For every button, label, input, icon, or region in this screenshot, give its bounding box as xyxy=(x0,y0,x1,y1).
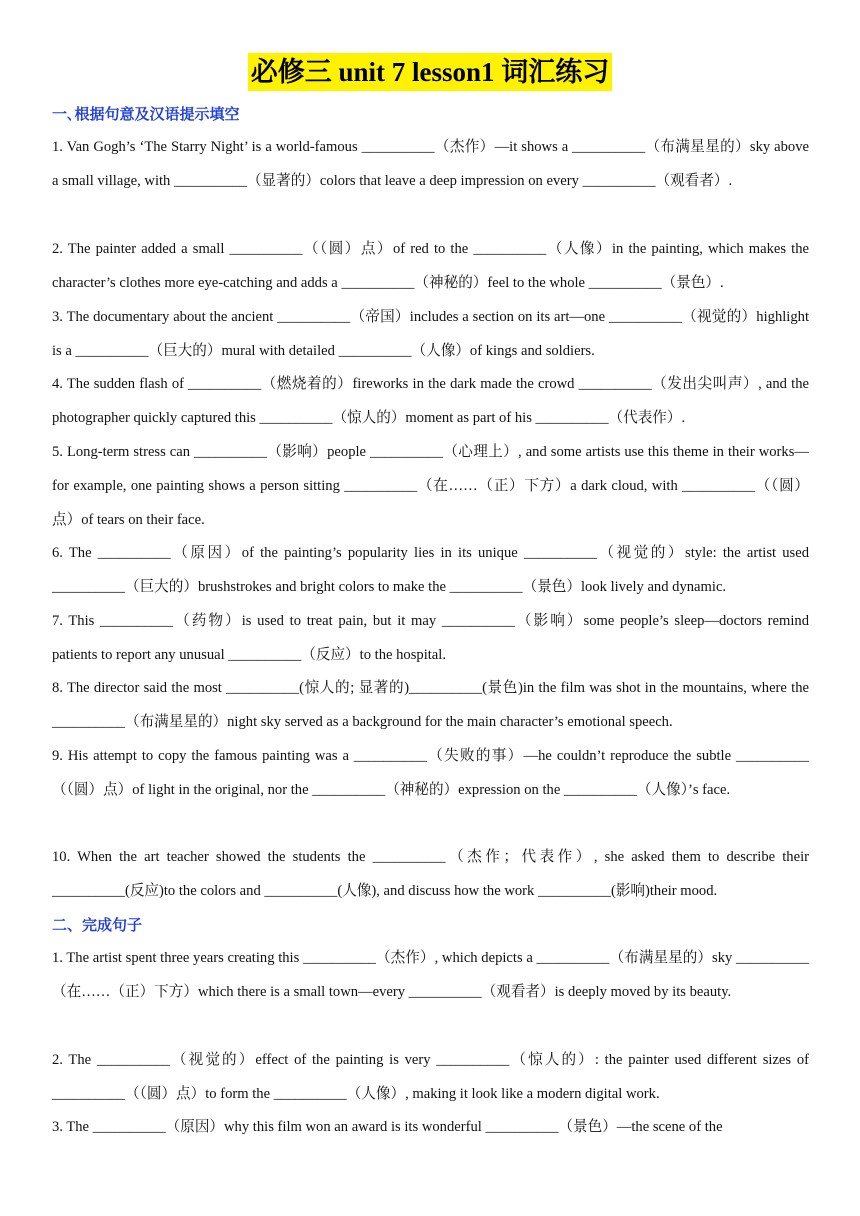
exercise-1-item-10: 10. When the art teacher showed the students the __________（杰作；代表作）, she asked them to describe their __________(反应)to the colors and __________(人像), and discuss how the work __________(影响)their mood. xyxy=(52,849,809,899)
section-heading-1: 一､根据句意及汉语提示填空 xyxy=(52,106,240,123)
section-heading-2: 二、完成句子 xyxy=(52,917,143,934)
exercise-2-item-2: 2. The __________（视觉的）effect of the painting is very __________（惊人的）: the painter used different sizes of __________（（圆）点）to form the __________（人像）, making it look like a modern digital work. xyxy=(52,1052,809,1102)
exercise-2-item-1: 1. The artist spent three years creating this __________（杰作）, which depicts a __________（布满星星的）sky __________（在……（正）下方）which there is a small town—every __________（观看者）is deeply moved by its beauty. xyxy=(52,950,809,1000)
exercise-1-item-7: 7. This __________（药物）is used to treat pain, but it may __________（影响）some people’s sleep—doctors remind patients to report any unusual __________（反应）to the hospital. xyxy=(52,613,809,663)
exercise-1-item-3: 3. The documentary about the ancient __________（帝国）includes a section on its art—one __________（视觉的）highlight is a __________（巨大的）mural with detailed __________（人像）of kings and soldiers. xyxy=(52,309,809,359)
exercise-1-item-5: 5. Long-term stress can __________（影响）people __________（心理上）, and some artists use this theme in their works—for example, one painting shows a person sitting __________（在……（正）下方）a dark cloud, with __________（（圆）点）of tears on their face. xyxy=(52,444,809,528)
exercise-1-item-2: 2. The painter added a small __________（（圆）点）of red to the __________（人像）in the painting, which makes the character’s clothes more eye-catching and adds a __________（神秘的）feel to the whole __________（景色）. xyxy=(52,241,809,291)
exercise-1-item-8: 8. The director said the most __________(惊人的; 显著的)__________(景色)in the film was shot in the mountains, where the __________（布满星星的）night sky served as a background for the main character’s emotional speech. xyxy=(52,680,809,730)
exercise-2-item-3: 3. The __________（原因）why this film won an award is its wonderful __________（景色）—the scene of the xyxy=(52,1119,723,1135)
exercise-1-item-6: 6. The __________（原因）of the painting’s popularity lies in its unique __________（视觉的）style: the artist used __________（巨大的）brushstrokes and bright colors to make the __________（景色）look lively and dynamic. xyxy=(52,545,809,595)
exercise-1-item-9: 9. His attempt to copy the famous painting was a __________（失败的事）—he couldn’t reproduce the subtle __________（（圆）点）of light in the original, nor the __________（神秘的）expression on the __________（人像）’s face. xyxy=(52,748,809,798)
exercise-1-item-1: 1. Van Gogh’s ‘The Starry Night’ is a world-famous __________（杰作）—it shows a __________（布满星星的）sky above a small village, with __________（显著的）colors that leave a deep impression on every __________（观看者）. xyxy=(52,139,809,189)
title-wrap xyxy=(0,53,860,91)
page-title: 必修三 unit 7 lesson1 词汇练习 xyxy=(248,53,613,91)
exercise-1-item-4: 4. The sudden flash of __________（燃烧着的）fireworks in the dark made the crowd __________（发出尖叫声）, and the photographer quickly captured this __________（惊人的）moment as part of his __________（代表作）. xyxy=(52,376,809,426)
